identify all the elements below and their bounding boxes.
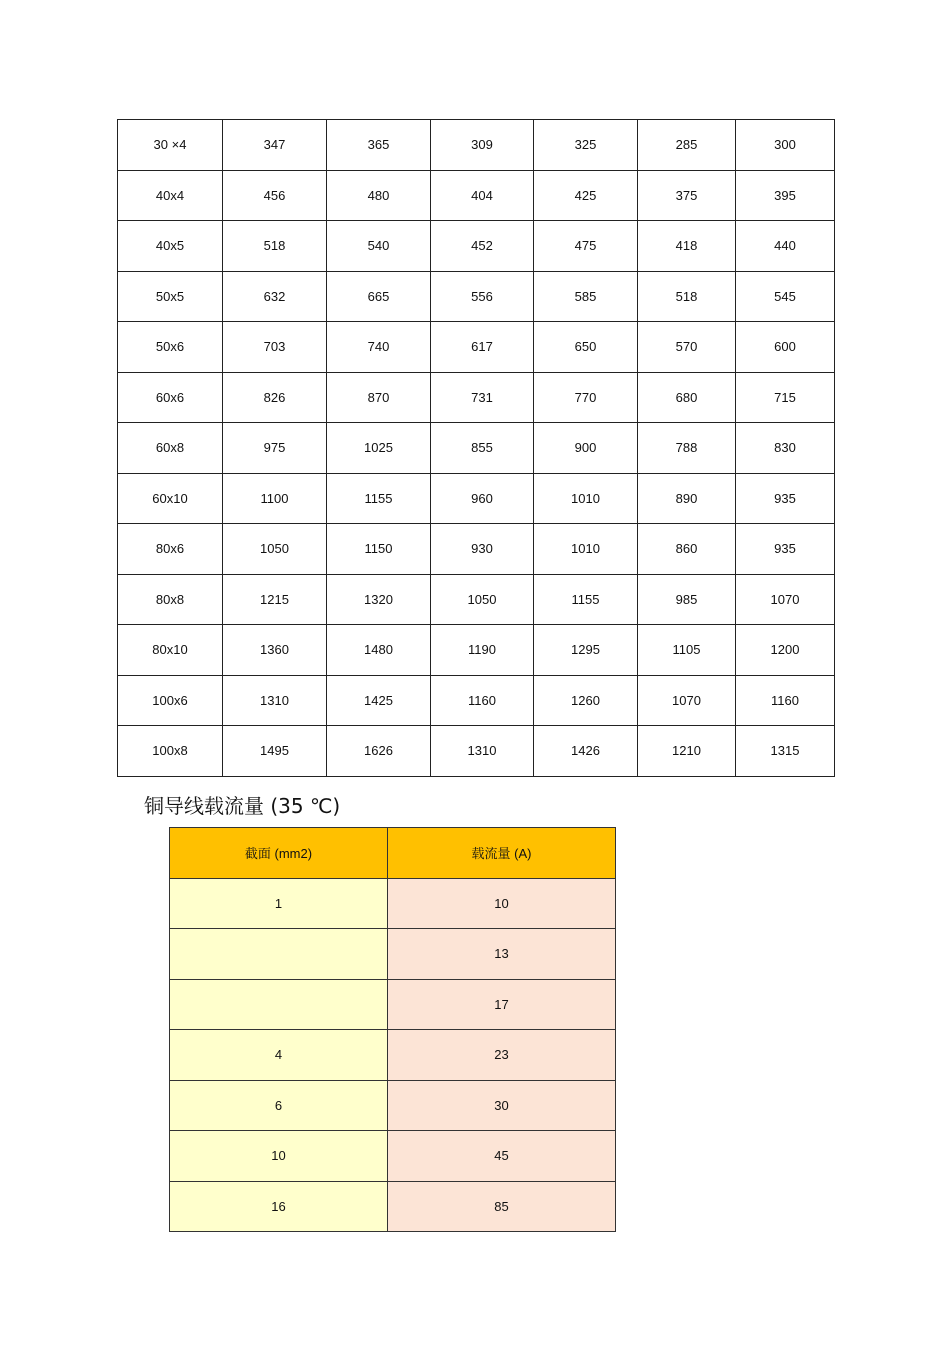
ampacity-value-cell: 309 (431, 120, 534, 171)
ampacity-value-cell: 650 (534, 322, 638, 373)
ampacity-value-cell: 1050 (431, 574, 534, 625)
ampacity-value-cell: 935 (736, 524, 835, 575)
column-header-ampacity: 载流量 (A) (388, 828, 616, 879)
table-row (170, 929, 616, 980)
ampacity-value-cell: 480 (327, 170, 431, 221)
ampacity-cell: 30 (388, 1080, 616, 1131)
ampacity-value-cell: 740 (327, 322, 431, 373)
ampacity-value-cell: 585 (534, 271, 638, 322)
table-row (170, 878, 616, 929)
ampacity-value-cell: 600 (736, 322, 835, 373)
busbar-size-cell: 80x6 (118, 524, 223, 575)
ampacity-cell: 10 (388, 878, 616, 929)
ampacity-value-cell: 788 (638, 423, 736, 474)
copper-wire-section-title: 铜导线载流量 (35 ℃) (144, 794, 341, 818)
ampacity-value-cell: 680 (638, 372, 736, 423)
ampacity-value-cell: 440 (736, 221, 835, 272)
table-row (170, 979, 616, 1030)
ampacity-value-cell: 1626 (327, 726, 431, 777)
ampacity-value-cell: 347 (223, 120, 327, 171)
cross-section-cell: 6 (170, 1080, 388, 1131)
table-row (118, 675, 835, 726)
ampacity-cell: 13 (388, 929, 616, 980)
ampacity-value-cell: 540 (327, 221, 431, 272)
ampacity-value-cell: 855 (431, 423, 534, 474)
ampacity-value-cell: 890 (638, 473, 736, 524)
table-row (118, 524, 835, 575)
ampacity-value-cell: 715 (736, 372, 835, 423)
ampacity-value-cell: 632 (223, 271, 327, 322)
ampacity-value-cell: 1190 (431, 625, 534, 676)
ampacity-value-cell: 425 (534, 170, 638, 221)
cross-section-cell: 10 (170, 1131, 388, 1182)
ampacity-value-cell: 960 (431, 473, 534, 524)
ampacity-value-cell: 826 (223, 372, 327, 423)
ampacity-value-cell: 375 (638, 170, 736, 221)
cross-section-cell: 16 (170, 1181, 388, 1232)
ampacity-value-cell: 1050 (223, 524, 327, 575)
ampacity-value-cell: 1155 (534, 574, 638, 625)
ampacity-value-cell: 1010 (534, 473, 638, 524)
busbar-size-cell: 50x5 (118, 271, 223, 322)
table-row (118, 322, 835, 373)
ampacity-value-cell: 365 (327, 120, 431, 171)
busbar-size-cell: 40x4 (118, 170, 223, 221)
ampacity-value-cell: 985 (638, 574, 736, 625)
table-row (118, 221, 835, 272)
ampacity-value-cell: 870 (327, 372, 431, 423)
table-row (170, 1080, 616, 1131)
ampacity-value-cell: 300 (736, 120, 835, 171)
copper-wire-ampacity-table (169, 827, 616, 1232)
ampacity-value-cell: 1160 (736, 675, 835, 726)
busbar-current-table (117, 119, 835, 777)
ampacity-value-cell: 830 (736, 423, 835, 474)
cross-section-cell: 1 (170, 878, 388, 929)
table-row (170, 1030, 616, 1081)
ampacity-value-cell: 770 (534, 372, 638, 423)
table-header-row (170, 828, 616, 879)
table-row (118, 726, 835, 777)
ampacity-value-cell: 1160 (431, 675, 534, 726)
ampacity-value-cell: 617 (431, 322, 534, 373)
table-row (118, 120, 835, 171)
table-row (170, 1181, 616, 1232)
ampacity-value-cell: 665 (327, 271, 431, 322)
ampacity-cell: 45 (388, 1131, 616, 1182)
ampacity-value-cell: 456 (223, 170, 327, 221)
table-row (118, 423, 835, 474)
ampacity-value-cell: 1210 (638, 726, 736, 777)
ampacity-value-cell: 556 (431, 271, 534, 322)
ampacity-value-cell: 731 (431, 372, 534, 423)
busbar-size-cell: 100x8 (118, 726, 223, 777)
ampacity-cell: 17 (388, 979, 616, 1030)
table-row (118, 170, 835, 221)
busbar-size-cell: 80x10 (118, 625, 223, 676)
ampacity-value-cell: 452 (431, 221, 534, 272)
ampacity-value-cell: 1025 (327, 423, 431, 474)
ampacity-value-cell: 1155 (327, 473, 431, 524)
ampacity-value-cell: 1100 (223, 473, 327, 524)
ampacity-value-cell: 1010 (534, 524, 638, 575)
ampacity-value-cell: 518 (223, 221, 327, 272)
ampacity-value-cell: 570 (638, 322, 736, 373)
ampacity-value-cell: 475 (534, 221, 638, 272)
ampacity-value-cell: 395 (736, 170, 835, 221)
ampacity-value-cell: 1150 (327, 524, 431, 575)
table-row (118, 574, 835, 625)
ampacity-value-cell: 860 (638, 524, 736, 575)
busbar-size-cell: 40x5 (118, 221, 223, 272)
ampacity-value-cell: 325 (534, 120, 638, 171)
table-row (170, 1131, 616, 1182)
ampacity-value-cell: 1310 (431, 726, 534, 777)
ampacity-value-cell: 418 (638, 221, 736, 272)
cross-section-cell (170, 929, 388, 980)
ampacity-value-cell: 1070 (736, 574, 835, 625)
ampacity-value-cell: 1295 (534, 625, 638, 676)
busbar-size-cell: 100x6 (118, 675, 223, 726)
table-row (118, 271, 835, 322)
ampacity-value-cell: 518 (638, 271, 736, 322)
ampacity-value-cell: 1360 (223, 625, 327, 676)
ampacity-value-cell: 930 (431, 524, 534, 575)
busbar-size-cell: 80x8 (118, 574, 223, 625)
ampacity-cell: 23 (388, 1030, 616, 1081)
busbar-size-cell: 60x8 (118, 423, 223, 474)
table-row (118, 372, 835, 423)
ampacity-value-cell: 545 (736, 271, 835, 322)
ampacity-value-cell: 1310 (223, 675, 327, 726)
ampacity-value-cell: 935 (736, 473, 835, 524)
ampacity-value-cell: 1105 (638, 625, 736, 676)
busbar-size-cell: 60x10 (118, 473, 223, 524)
ampacity-value-cell: 1215 (223, 574, 327, 625)
ampacity-value-cell: 1070 (638, 675, 736, 726)
busbar-table-body (118, 120, 835, 777)
ampacity-value-cell: 1425 (327, 675, 431, 726)
ampacity-value-cell: 1320 (327, 574, 431, 625)
ampacity-value-cell: 1495 (223, 726, 327, 777)
ampacity-value-cell: 404 (431, 170, 534, 221)
ampacity-value-cell: 1260 (534, 675, 638, 726)
busbar-size-cell: 50x6 (118, 322, 223, 373)
ampacity-value-cell: 1315 (736, 726, 835, 777)
ampacity-value-cell: 1426 (534, 726, 638, 777)
ampacity-value-cell: 703 (223, 322, 327, 373)
ampacity-value-cell: 975 (223, 423, 327, 474)
copper-table-body (170, 878, 616, 1232)
ampacity-value-cell: 1200 (736, 625, 835, 676)
table-row (118, 625, 835, 676)
table-row (118, 473, 835, 524)
busbar-size-cell: 30 ×4 (118, 120, 223, 171)
ampacity-value-cell: 900 (534, 423, 638, 474)
ampacity-cell: 85 (388, 1181, 616, 1232)
cross-section-cell (170, 979, 388, 1030)
column-header-cross-section: 截面 (mm2) (170, 828, 388, 879)
ampacity-value-cell: 285 (638, 120, 736, 171)
ampacity-value-cell: 1480 (327, 625, 431, 676)
cross-section-cell: 4 (170, 1030, 388, 1081)
busbar-size-cell: 60x6 (118, 372, 223, 423)
